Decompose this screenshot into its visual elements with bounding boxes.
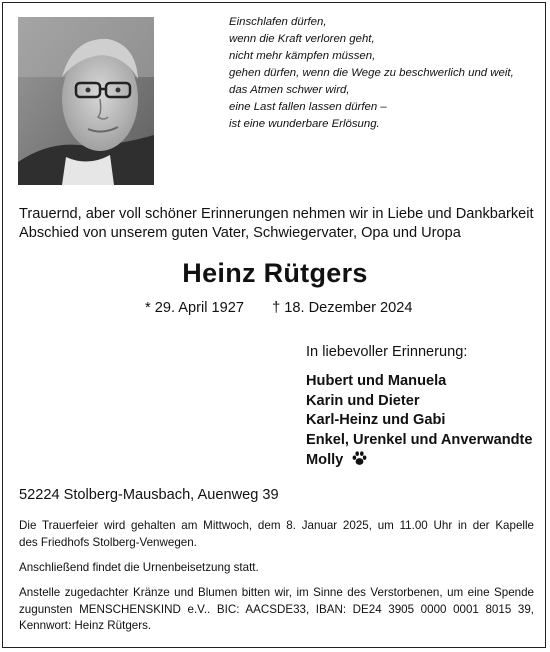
- memory-heading: In liebevoller Erinnerung:: [306, 344, 468, 360]
- poem-line: nicht mehr kämpfen müssen,: [229, 50, 376, 62]
- mourner-name: Hubert und Manuela: [306, 373, 447, 389]
- birth-date: * 29. April 1927: [145, 300, 244, 316]
- service-line: Die Trauerfeier wird gehalten am Mittwoch, dem 8. Januar 2025, um 11.00 Uhr in der Kapelle: [19, 519, 534, 532]
- mourners-list: [306, 372, 533, 474]
- mourner-pet-row: [306, 450, 533, 474]
- mourner-name: Karl-Heinz und Gabi: [306, 412, 446, 428]
- portrait-image: [18, 17, 154, 185]
- poem-line: wenn die Kraft verloren geht,: [229, 33, 375, 45]
- donation-line: zugunsten MENSCHENSKIND e.V.. BIC: AACSDE33, IBAN: DE24 3905 0000 0001 8015 39,: [19, 602, 534, 616]
- burial-paragraph: Anschließend findet die Urnenbeisetzung statt.: [19, 561, 259, 574]
- paw-print-icon: [351, 450, 368, 474]
- service-line: des Friedhofs Stolberg-Venwegen.: [19, 535, 197, 549]
- poem-line: ist eine wunderbare Erlösung.: [229, 118, 380, 130]
- life-dates: [145, 300, 412, 316]
- donation-paragraph: [19, 585, 534, 635]
- mourner-name: Karin und Dieter: [306, 392, 420, 409]
- poem-line: eine Last fallen lassen dürfen –: [229, 101, 387, 113]
- poem-line: gehen dürfen, wenn die Wege zu beschwerlich und weit,: [229, 67, 514, 79]
- intro-text: [19, 205, 534, 243]
- poem-line: Einschlafen dürfen,: [229, 16, 327, 28]
- mourner-name: Molly: [306, 452, 344, 468]
- portrait-photo: [18, 17, 154, 185]
- intro-line: Trauernd, aber voll schöner Erinnerungen nehmen wir in Liebe und Dankbarkeit: [19, 206, 534, 222]
- donation-line: Anstelle zugedachter Kränze und Blumen bitten wir, im Sinne des Verstorbenen, um eine Spende: [19, 586, 534, 599]
- donation-line: Kennwort: Heinz Rütgers.: [19, 619, 152, 632]
- address: 52224 Stolberg-Mausbach, Auenweg 39: [19, 487, 279, 503]
- poem: [229, 14, 514, 133]
- service-paragraph: [19, 518, 534, 551]
- deceased-name: Heinz Rütgers: [182, 258, 368, 288]
- poem-line: das Atmen schwer wird,: [229, 84, 350, 96]
- intro-line: Abschied von unserem guten Vater, Schwiegervater, Opa und Uropa: [19, 225, 461, 241]
- mourner-name: Enkel, Urenkel und Anverwandte: [306, 431, 533, 448]
- death-date: † 18. Dezember 2024: [272, 300, 413, 316]
